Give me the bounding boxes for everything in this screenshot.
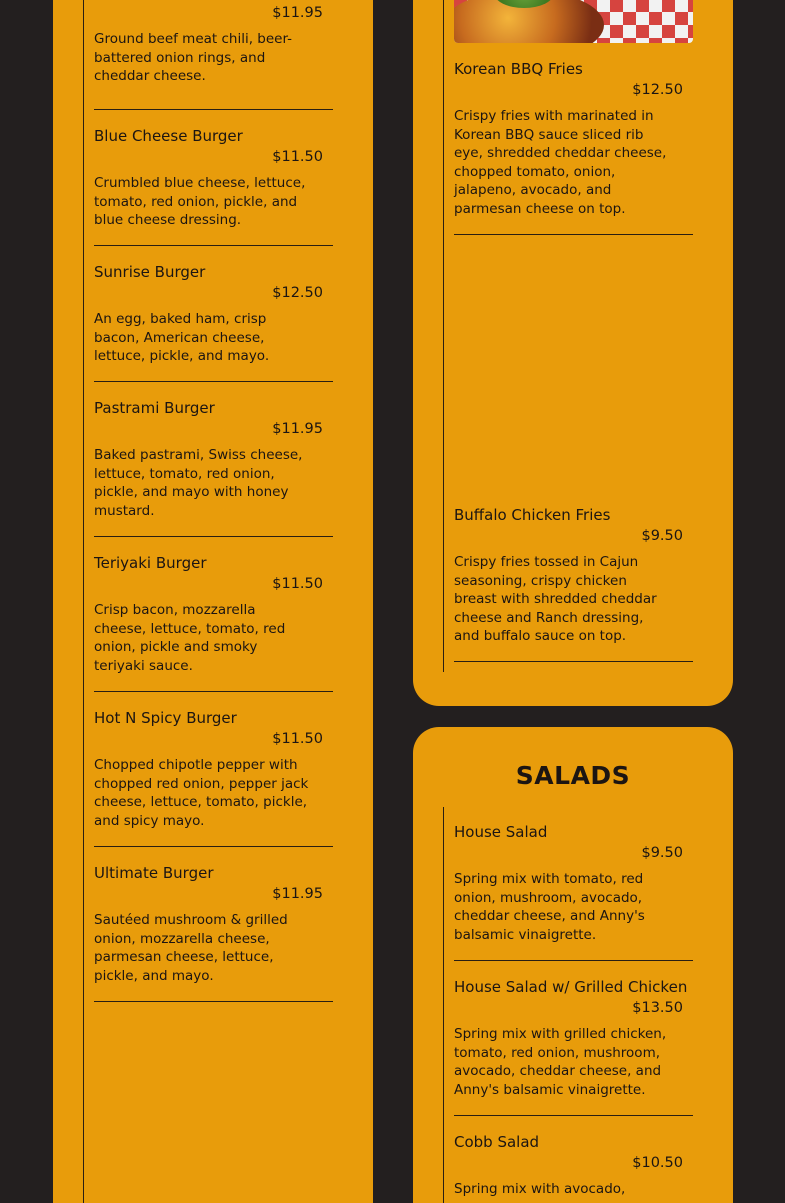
item-price: $12.50: [272, 285, 323, 301]
item-divider: [94, 381, 333, 382]
item-description: An egg, baked ham, crisp bacon, American cheese, lettuce, pickle, and mayo.: [94, 311, 270, 365]
item-description: Crisp bacon, mozzarella cheese, lettuce, tomato, red onion, pickle and smoky teriyaki sauce.: [94, 602, 286, 674]
item-description: Spring mix with tomato, red onion, mushroom, avocado, cheddar cheese, and Anny's balsamic vinaigrette.: [454, 871, 645, 943]
column-divider-line: [443, 807, 444, 1203]
item-description: Crispy fries with marinated in Korean BBQ sauce sliced rib eye, shredded cheddar cheese, chopped tomato, onion, jalapeno, avocado, and parmesan cheese on top.: [454, 108, 667, 217]
item-price: $13.50: [632, 1000, 683, 1016]
item-divider: [94, 109, 333, 110]
item-divider: [454, 960, 693, 961]
item-name: Sunrise Burger: [94, 263, 206, 281]
item-divider: [94, 691, 333, 692]
item-price: $10.50: [632, 1155, 683, 1171]
item-description: Spring mix with avocado,: [454, 1181, 626, 1197]
item-name: Hot N Spicy Burger: [94, 709, 237, 727]
item-name: Teriyaki Burger: [94, 554, 207, 572]
item-price: $11.95: [272, 421, 323, 437]
fries-panel: [413, 0, 733, 706]
burgers-panel: [53, 0, 373, 1203]
item-divider: [454, 1115, 693, 1116]
column-divider-line: [443, 0, 444, 672]
item-name: Ultimate Burger: [94, 864, 214, 882]
item-name: Buffalo Chicken Fries: [454, 506, 611, 524]
item-description: Crumbled blue cheese, lettuce, tomato, red onion, pickle, and blue cheese dressing.: [94, 175, 306, 229]
item-price: $9.50: [641, 528, 683, 544]
item-name: Blue Cheese Burger: [94, 127, 243, 145]
item-description: Baked pastrami, Swiss cheese, lettuce, tomato, red onion, pickle, and mayo with honey mustard.: [94, 447, 303, 519]
item-description: Crispy fries tossed in Cajun seasoning, crispy chicken breast with shredded cheddar cheese and Ranch dressing, and buffalo sauce on top.: [454, 554, 657, 645]
item-price: $11.95: [272, 5, 323, 21]
item-divider: [454, 234, 693, 235]
item-name: Korean BBQ Fries: [454, 60, 583, 78]
salads-panel: [413, 727, 733, 1203]
item-name: [94, 0, 242, 1]
item-description: Spring mix with grilled chicken, tomato, red onion, mushroom, avocado, cheddar cheese, and Anny's balsamic vinaigrette.: [454, 1026, 667, 1098]
item-name: Pastrami Burger: [94, 399, 215, 417]
item-name: House Salad w/ Grilled Chicken: [454, 978, 688, 996]
fries-photo-icon: [454, 0, 693, 43]
item-price: $9.50: [641, 845, 683, 861]
item-divider: [94, 245, 333, 246]
item-divider: [94, 536, 333, 537]
item-price: $11.50: [272, 149, 323, 165]
item-divider: [94, 1001, 333, 1002]
item-name: House Salad: [454, 823, 548, 841]
item-description: Chopped chipotle pepper with chopped red onion, pepper jack cheese, lettuce, tomato, pickle, and spicy mayo.: [94, 757, 309, 829]
item-divider: [454, 661, 693, 662]
item-name: Cobb Salad: [454, 1133, 540, 1151]
item-price: $11.50: [272, 576, 323, 592]
item-description: Ground beef meat chili, beer-battered onion rings, and cheddar cheese.: [94, 31, 293, 85]
column-divider-line: [83, 0, 84, 1203]
section-title: SALADS: [515, 761, 631, 790]
item-price: $12.50: [632, 82, 683, 98]
item-price: $11.50: [272, 731, 323, 747]
item-divider: [94, 846, 333, 847]
item-price: $11.95: [272, 886, 323, 902]
item-description: Sautéed mushroom & grilled onion, mozzarella cheese, parmesan cheese, lettuce, pickle, and mayo.: [94, 912, 288, 984]
